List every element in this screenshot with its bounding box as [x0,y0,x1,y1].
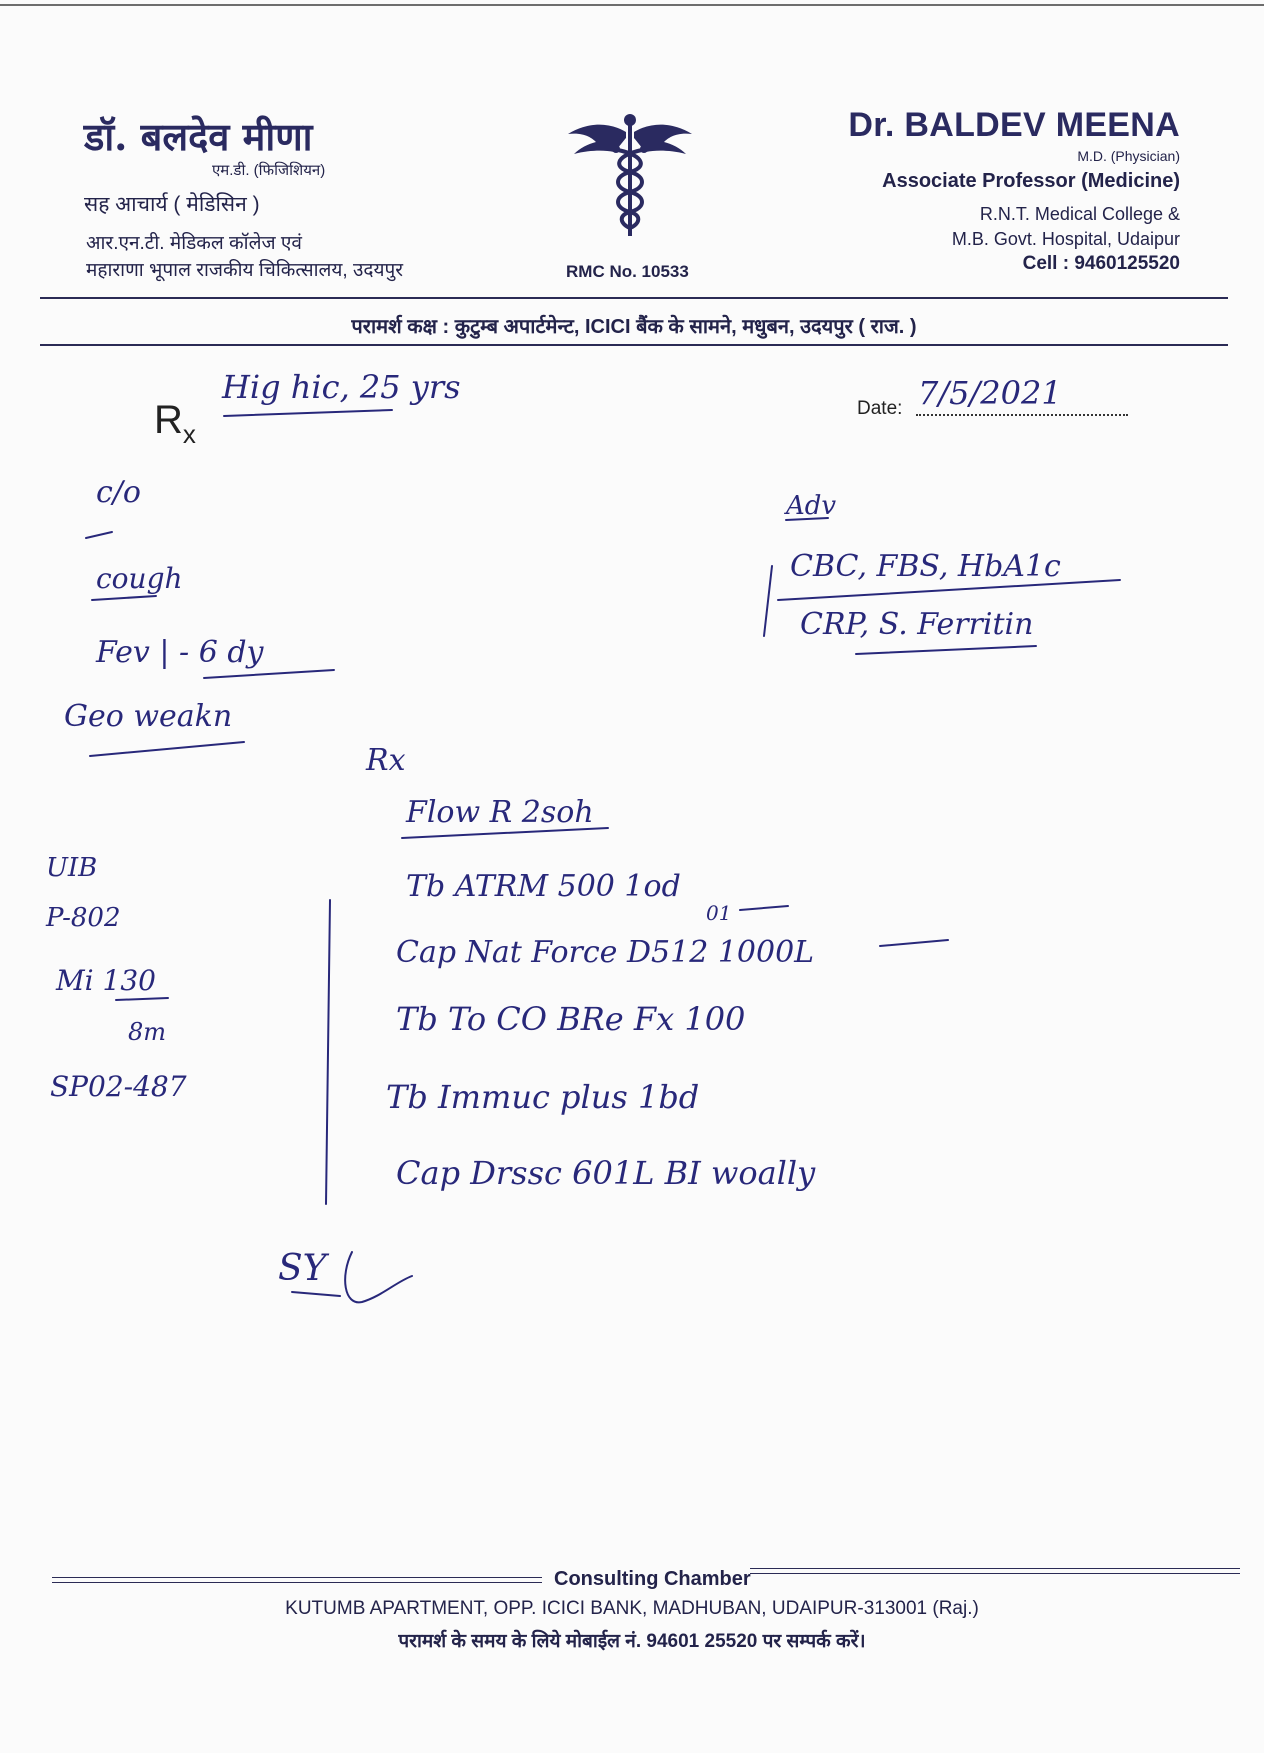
hw-signature-initials: SY [278,1248,327,1289]
doctor-degree-english: M.D. (Physician) [1077,148,1180,164]
footer-rule-left [52,1577,542,1583]
hw-rx-mark: Rx [366,743,406,778]
rmc-number: RMC No. 10533 [566,262,689,281]
hw-vital-3: Mi 130 [56,964,156,997]
college-line1-hindi: आर.एन.टी. मेडिकल कॉलेज एवं [86,233,302,254]
hw-medicine-1: Flow R 2soh [406,795,594,830]
footer-rule-right [750,1568,1240,1574]
doctor-post-hindi: सह आचार्य ( मेडिसिन ) [84,193,260,216]
hw-complaint-3: Fev | - 6 dy [96,635,264,670]
footer-address: KUTUMB APARTMENT, OPP. ICICI BANK, MADHUBAN, UDAIPUR-313001 (Raj.) [285,1598,979,1619]
doctor-cell-number: Cell : 9460125520 [1022,253,1180,274]
doctor-name-english: Dr. BALDEV MEENA [848,106,1180,144]
hw-investigation-1: Adv [786,491,837,521]
hw-vital-4: 8m [128,1018,167,1046]
hw-date: 7/5/2021 [918,374,1062,412]
hw-medicine-2: Tb ATRM 500 1od [406,869,681,904]
college-line1-english: R.N.T. Medical College & [979,204,1180,224]
hw-investigation-3: CRP, S. Ferritin [800,607,1034,642]
doctor-post-english: Associate Professor (Medicine) [882,170,1180,192]
hw-complaint-4: Geo weakn [64,699,233,734]
hw-vital-1: UIB [46,853,98,883]
hw-medicine-5: Tb Immuc plus 1bd [386,1078,700,1116]
college-line2-english: M.B. Govt. Hospital, Udaipur [951,229,1180,249]
hw-medicine-3: Cap Nat Force D512 1000L [396,935,815,970]
doctor-degree-hindi: एम.डी. (फिजिशियन) [212,162,326,179]
college-line2-hindi: महाराणा भूपाल राजकीय चिकित्सालय, उदयपुर [86,260,404,281]
hw-vital-5: SP02-487 [50,1070,187,1103]
hw-medicine-dose: 01 [706,901,732,925]
consulting-chamber-title: Consulting Chamber [554,1568,751,1590]
hw-complaint-1: c/o [96,475,141,510]
hw-patient: Hig hic, 25 yrs [222,368,461,406]
hw-medicine-6: Cap Drssc 601L BI woally [396,1154,816,1192]
rx-symbol: $R_x$ [154,398,196,449]
hw-medicine-4: Tb To CO BRe Fx 100 [396,1000,746,1038]
date-label: Date: [857,398,903,419]
hw-investigation-2: CBC, FBS, HbA1c [790,549,1061,584]
hw-signature-mark [345,1252,412,1302]
hw-complaint-2: cough [96,562,183,595]
hw-vital-2: P-802 [46,903,121,933]
doctor-name-hindi: डॉ. बलदेव मीणा [84,114,313,159]
consulting-address-hindi: परामर्श कक्ष : कुटुम्ब अपार्टमेन्ट, ICICI बैंक के सामने, मधुबन, उदयपुर ( राज. ) [351,316,917,338]
footer-contact-note: परामर्श के समय के लिये मोबाईल नं. 94601 25520 पर सम्पर्क करें। [398,1631,866,1652]
